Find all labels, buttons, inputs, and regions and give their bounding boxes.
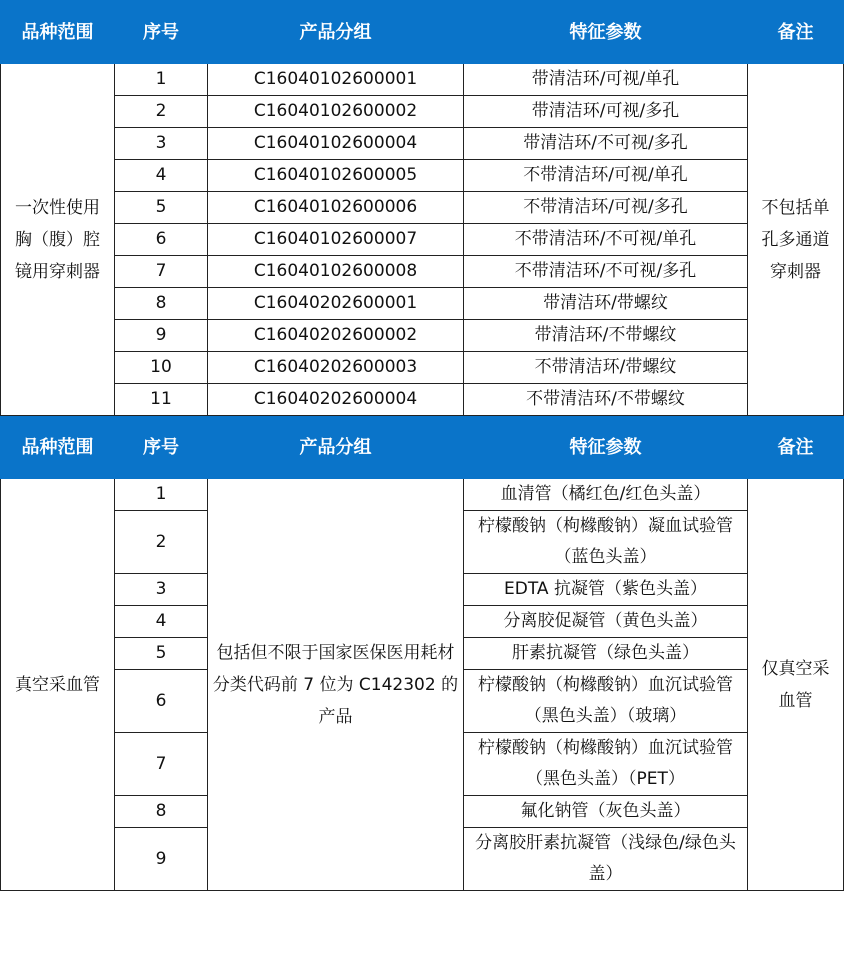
- number-cell: 4: [115, 160, 208, 192]
- number-cell: 2: [115, 96, 208, 128]
- number-cell: 4: [115, 606, 208, 638]
- code-cell: C16040202600001: [208, 288, 464, 320]
- feature-cell: 分离胶肝素抗凝管（浅绿色/绿色头盖）: [464, 828, 748, 891]
- number-cell: 7: [115, 733, 208, 796]
- code-cell: C16040202600004: [208, 384, 464, 416]
- number-cell: 2: [115, 511, 208, 574]
- table-row: [1, 320, 844, 352]
- header-category: 品种范围: [1, 1, 115, 64]
- number-cell: 5: [115, 638, 208, 670]
- feature-cell: 不带清洁环/不带螺纹: [464, 384, 748, 416]
- feature-cell: 带清洁环/可视/多孔: [464, 96, 748, 128]
- header-row-2: [1, 416, 844, 479]
- number-cell: 9: [115, 828, 208, 891]
- table-row: [1, 160, 844, 192]
- number-cell: 6: [115, 670, 208, 733]
- feature-cell: 肝素抗凝管（绿色头盖）: [464, 638, 748, 670]
- table-row: [1, 64, 844, 96]
- number-cell: 7: [115, 256, 208, 288]
- number-cell: 5: [115, 192, 208, 224]
- header-row-1: [1, 1, 844, 64]
- feature-cell: 带清洁环/带螺纹: [464, 288, 748, 320]
- feature-cell: 带清洁环/不可视/多孔: [464, 128, 748, 160]
- number-cell: 1: [115, 64, 208, 96]
- code-cell: C16040202600002: [208, 320, 464, 352]
- number-cell: 11: [115, 384, 208, 416]
- number-cell: 3: [115, 128, 208, 160]
- header-number: 序号: [115, 416, 208, 479]
- header-number: 序号: [115, 1, 208, 64]
- table-row: [1, 96, 844, 128]
- table-row: [1, 256, 844, 288]
- feature-cell: 血清管（橘红色/红色头盖）: [464, 479, 748, 511]
- code-cell: C16040102600004: [208, 128, 464, 160]
- category-cell: 一次性使用胸（腹）腔镜用穿刺器: [1, 64, 115, 416]
- code-cell: C16040102600006: [208, 192, 464, 224]
- header-group: 产品分组: [208, 416, 464, 479]
- feature-cell: 柠檬酸钠（枸橼酸钠）凝血试验管（蓝色头盖）: [464, 511, 748, 574]
- feature-cell: 柠檬酸钠（枸橼酸钠）血沉试验管（黑色头盖）（PET）: [464, 733, 748, 796]
- feature-cell: 不带清洁环/可视/多孔: [464, 192, 748, 224]
- code-cell: C16040202600003: [208, 352, 464, 384]
- code-cell: C16040102600005: [208, 160, 464, 192]
- feature-cell: 不带清洁环/不可视/单孔: [464, 224, 748, 256]
- feature-cell: 带清洁环/可视/单孔: [464, 64, 748, 96]
- category-cell: 真空采血管: [1, 479, 115, 891]
- feature-cell: 带清洁环/不带螺纹: [464, 320, 748, 352]
- header-category: 品种范围: [1, 416, 115, 479]
- code-cell: C16040102600001: [208, 64, 464, 96]
- number-cell: 1: [115, 479, 208, 511]
- table-row: [1, 128, 844, 160]
- feature-cell: EDTA 抗凝管（紫色头盖）: [464, 574, 748, 606]
- remark-cell: 不包括单孔多通道穿刺器: [748, 64, 844, 416]
- header-feature: 特征参数: [464, 1, 748, 64]
- table-row: [1, 384, 844, 416]
- table-row: [1, 352, 844, 384]
- table-row: [1, 479, 844, 511]
- number-cell: 6: [115, 224, 208, 256]
- feature-cell: 氟化钠管（灰色头盖）: [464, 796, 748, 828]
- header-remark: 备注: [748, 416, 844, 479]
- code-cell: C16040102600002: [208, 96, 464, 128]
- table-row: [1, 192, 844, 224]
- number-cell: 3: [115, 574, 208, 606]
- remark-cell: 仅真空采血管: [748, 479, 844, 891]
- feature-cell: 不带清洁环/不可视/多孔: [464, 256, 748, 288]
- feature-cell: 不带清洁环/可视/单孔: [464, 160, 748, 192]
- code-cell: C16040102600008: [208, 256, 464, 288]
- feature-cell: 不带清洁环/带螺纹: [464, 352, 748, 384]
- table-row: [1, 288, 844, 320]
- header-group: 产品分组: [208, 1, 464, 64]
- feature-cell: 分离胶促凝管（黄色头盖）: [464, 606, 748, 638]
- number-cell: 8: [115, 288, 208, 320]
- table-row: [1, 224, 844, 256]
- code-cell: C16040102600007: [208, 224, 464, 256]
- number-cell: 8: [115, 796, 208, 828]
- group-cell: 包括但不限于国家医保医用耗材分类代码前 7 位为 C142302 的产品: [208, 479, 464, 891]
- number-cell: 9: [115, 320, 208, 352]
- number-cell: 10: [115, 352, 208, 384]
- header-remark: 备注: [748, 1, 844, 64]
- feature-cell: 柠檬酸钠（枸橼酸钠）血沉试验管（黑色头盖）（玻璃）: [464, 670, 748, 733]
- header-feature: 特征参数: [464, 416, 748, 479]
